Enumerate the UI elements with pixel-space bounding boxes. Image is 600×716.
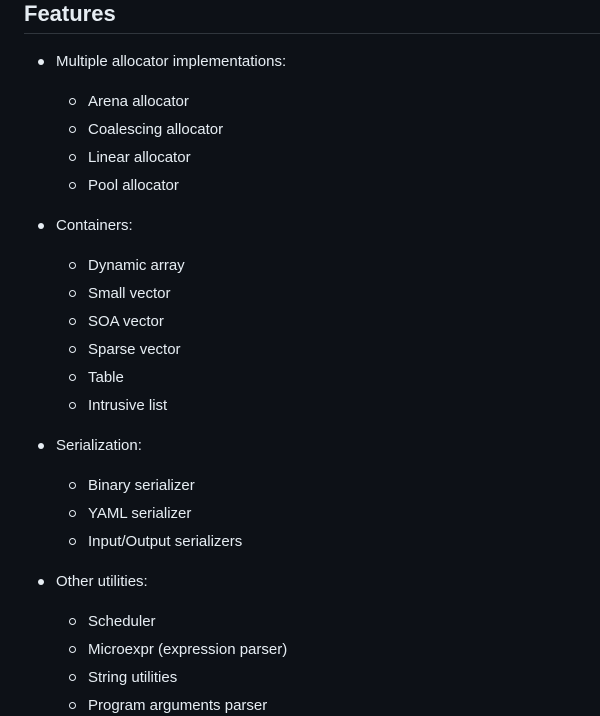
bullet-disc-icon xyxy=(38,59,44,65)
feature-section xyxy=(0,568,600,716)
bullet-disc-icon xyxy=(38,223,44,229)
bullet-circle-icon xyxy=(69,482,76,489)
bullet-circle-icon xyxy=(69,618,76,625)
list-item-label: Coalescing allocator xyxy=(88,121,224,138)
bullet-circle-icon xyxy=(69,510,76,517)
sub-list xyxy=(0,608,600,716)
list-item-label: Pool allocator xyxy=(88,177,179,194)
bullet-circle-icon xyxy=(69,318,76,325)
list-item xyxy=(0,280,600,308)
section-label: Multiple allocator implementations: xyxy=(56,53,287,70)
feature-section xyxy=(0,212,600,420)
section-label-row xyxy=(0,212,600,240)
section-label-row xyxy=(0,48,600,76)
features-content xyxy=(0,48,600,716)
list-item xyxy=(0,116,600,144)
list-item-label: Intrusive list xyxy=(88,397,168,414)
bullet-circle-icon xyxy=(69,538,76,545)
list-item xyxy=(0,252,600,280)
list-item-label: Arena allocator xyxy=(88,93,189,110)
bullet-circle-icon xyxy=(69,346,76,353)
bullet-circle-icon xyxy=(69,126,76,133)
list-item xyxy=(0,392,600,420)
section-label-row xyxy=(0,432,600,460)
list-item-label: Sparse vector xyxy=(88,341,181,358)
list-item xyxy=(0,88,600,116)
list-item-label: Dynamic array xyxy=(88,257,185,274)
list-item-label: YAML serializer xyxy=(88,505,192,522)
sub-list xyxy=(0,252,600,420)
sub-list xyxy=(0,88,600,200)
list-item xyxy=(0,528,600,556)
list-item-label: Microexpr (expression parser) xyxy=(88,641,288,658)
list-item-label: String utilities xyxy=(88,669,178,686)
list-item-label: Small vector xyxy=(88,285,171,302)
list-item-label: Input/Output serializers xyxy=(88,533,243,550)
list-item xyxy=(0,364,600,392)
list-item-label: Scheduler xyxy=(88,613,156,630)
feature-section xyxy=(0,432,600,556)
bullet-disc-icon xyxy=(38,579,44,585)
bullet-circle-icon xyxy=(69,646,76,653)
feature-section xyxy=(0,48,600,200)
section-label-row xyxy=(0,568,600,596)
bullet-disc-icon xyxy=(38,443,44,449)
bullet-circle-icon xyxy=(69,98,76,105)
heading-divider xyxy=(24,33,600,34)
list-item-label: SOA vector xyxy=(88,313,164,330)
list-item xyxy=(0,472,600,500)
list-item xyxy=(0,500,600,528)
bullet-circle-icon xyxy=(69,702,76,709)
list-item xyxy=(0,336,600,364)
list-item xyxy=(0,172,600,200)
list-item xyxy=(0,692,600,716)
section-label: Other utilities: xyxy=(56,573,148,590)
bullet-circle-icon xyxy=(69,182,76,189)
sub-list xyxy=(0,472,600,556)
list-item xyxy=(0,608,600,636)
features-list xyxy=(0,48,600,716)
list-item-label: Binary serializer xyxy=(88,477,195,494)
list-item xyxy=(0,664,600,692)
bullet-circle-icon xyxy=(69,154,76,161)
list-item xyxy=(0,636,600,664)
bullet-circle-icon xyxy=(69,290,76,297)
bullet-circle-icon xyxy=(69,262,76,269)
bullet-circle-icon xyxy=(69,674,76,681)
section-label: Serialization: xyxy=(56,437,142,454)
list-item-label: Linear allocator xyxy=(88,149,191,166)
bullet-circle-icon xyxy=(69,374,76,381)
list-item-label: Table xyxy=(88,369,124,386)
list-item-label: Program arguments parser xyxy=(88,697,268,714)
list-item xyxy=(0,144,600,172)
features-heading: Features xyxy=(24,1,116,26)
list-item xyxy=(0,308,600,336)
bullet-circle-icon xyxy=(69,402,76,409)
section-label: Containers: xyxy=(56,217,133,234)
